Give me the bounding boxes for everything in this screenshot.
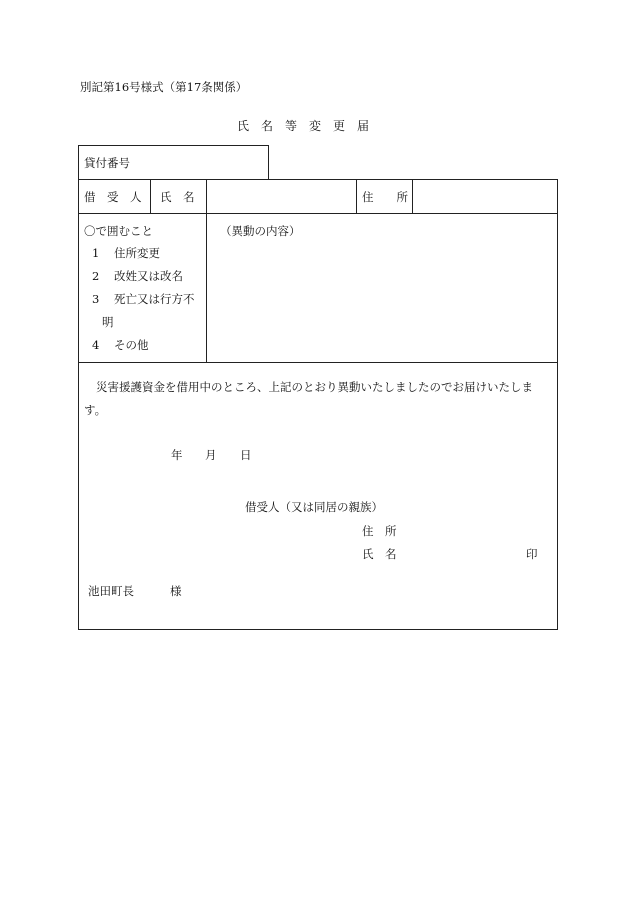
row-divider-borrower: [78, 213, 558, 214]
form-reference: 別記第16号様式（第17条関係）: [80, 80, 248, 94]
option-num-1: 1: [92, 246, 100, 260]
addressee-name: 池田町長: [88, 584, 134, 598]
col-divider-2: [206, 179, 207, 362]
seal-mark: 印: [526, 547, 538, 561]
date-month-label: 月: [205, 448, 217, 462]
option-num-3: 3: [92, 292, 100, 306]
addressee-honorific: 様: [170, 584, 182, 598]
address-field[interactable]: [418, 190, 552, 206]
name-label: 氏 名: [160, 190, 195, 204]
signer-title: 借受人（又は同居の親族）: [245, 500, 383, 514]
option-label-3[interactable]: 死亡又は行方不: [114, 292, 195, 306]
option-label-3-cont: 明: [102, 315, 114, 329]
name-field[interactable]: [212, 190, 352, 206]
row-divider-change: [78, 362, 558, 363]
col-divider-1: [150, 179, 151, 213]
loan-number-label: 貸付番号: [84, 156, 130, 170]
date-day-label: 日: [240, 448, 252, 462]
address-label: 住 所: [362, 190, 408, 204]
option-num-4: 4: [92, 338, 100, 352]
declaration-line-2: す。: [84, 403, 107, 417]
col-divider-4: [412, 179, 413, 213]
option-num-2: 2: [92, 269, 100, 283]
circle-instruction: 〇で囲むこと: [84, 224, 153, 238]
form-title: 氏 名 等 変 更 届: [237, 119, 370, 133]
declaration-line-1: 災害援護資金を借用中のところ、上記のとおり異動いたしましたのでお届けいたしま: [96, 380, 533, 394]
date-year-label: 年: [171, 448, 183, 462]
col-divider-3: [356, 179, 357, 213]
option-label-1[interactable]: 住所変更: [114, 246, 160, 260]
option-label-4[interactable]: その他: [114, 338, 149, 352]
option-label-2[interactable]: 改姓又は改名: [114, 269, 183, 283]
change-details-label: （異動の内容）: [220, 224, 301, 238]
signer-name-label: 氏 名: [362, 547, 397, 561]
signer-address-label: 住 所: [362, 524, 397, 538]
borrower-label: 借 受 人: [84, 190, 142, 204]
